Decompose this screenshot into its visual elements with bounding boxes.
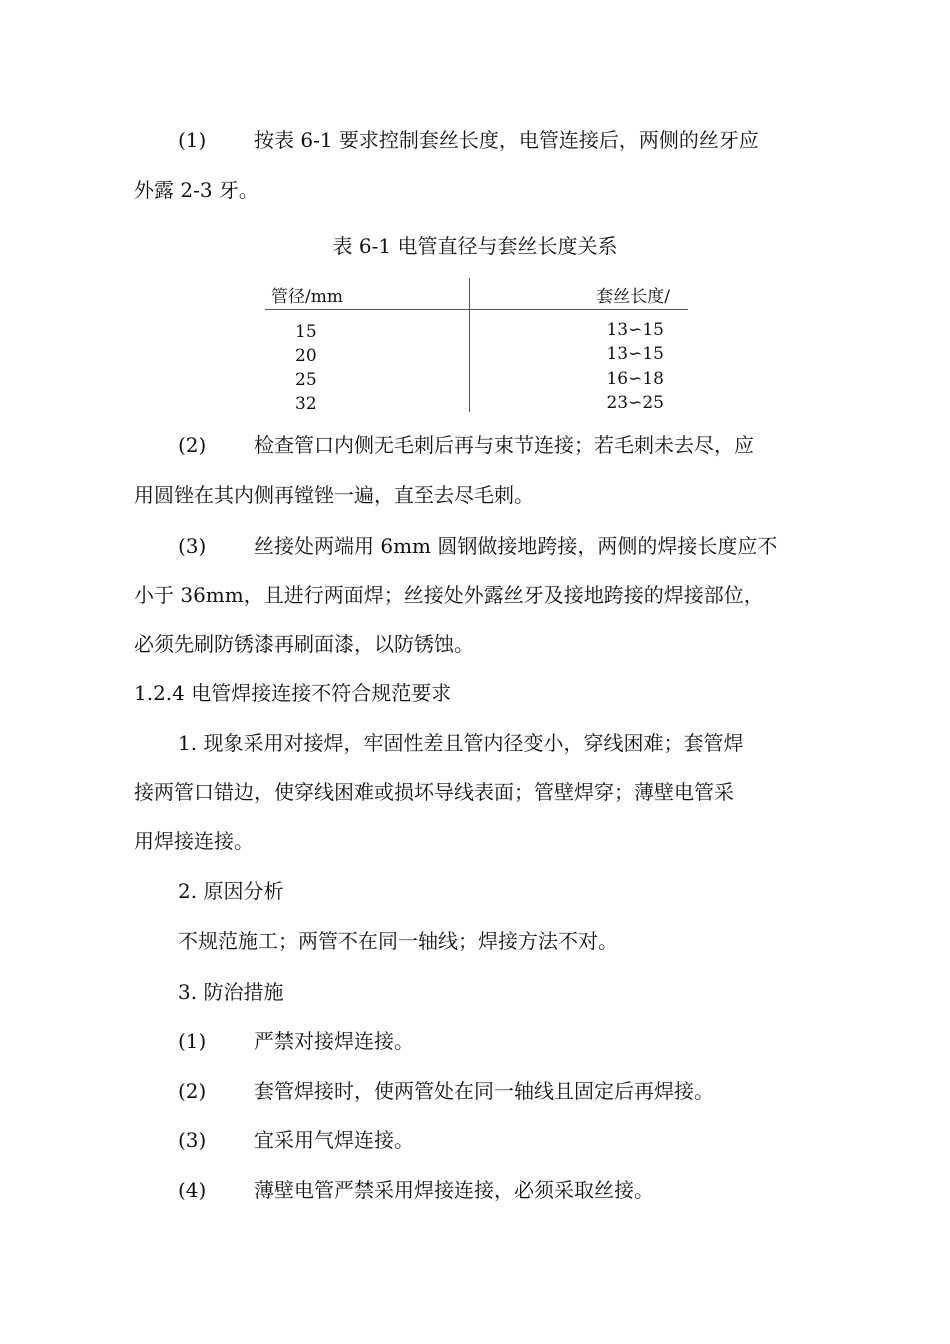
paragraph-1-line-2: 外露 2-3 牙。 xyxy=(134,178,259,202)
measure-3 xyxy=(178,1127,414,1153)
measure-1 xyxy=(178,1028,414,1054)
table-cell: 13∽15 xyxy=(606,320,664,340)
table-cell: 15 xyxy=(295,322,317,342)
paragraph-text: 丝接处两端用 6mm 圆钢做接地跨接，两侧的焊接长度应不 xyxy=(254,534,778,558)
table-cell: 25 xyxy=(295,370,317,390)
measure-text: 套管焊接时，使两管处在同一轴线且固定后再焊接。 xyxy=(254,1079,714,1103)
item-number: (2) xyxy=(178,433,207,457)
measure-4 xyxy=(178,1177,654,1203)
section-2-heading: 2. 原因分析 xyxy=(178,879,284,903)
paragraph-text: 按表 6-1 要求控制套丝长度，电管连接后，两侧的丝牙应 xyxy=(254,128,759,152)
item-number: (1) xyxy=(178,1029,207,1053)
table-header-rule xyxy=(265,309,688,310)
paragraph-1-line-1 xyxy=(178,127,759,153)
paragraph-3-line-3: 必须先刷防锈漆再刷面漆，以防锈蚀。 xyxy=(134,632,474,656)
measure-text: 薄壁电管严禁采用焊接连接，必须采取丝接。 xyxy=(254,1178,654,1202)
measure-text: 严禁对接焊连接。 xyxy=(254,1029,414,1053)
item-number: (1) xyxy=(178,128,207,152)
table-column-divider xyxy=(469,278,470,412)
table-cell: 23∽25 xyxy=(606,393,664,413)
section-1-line-1: 1. 现象采用对接焊，牢固性差且管内径变小，穿线困难；套管焊 xyxy=(178,731,744,755)
paragraph-2-line-1 xyxy=(178,432,754,458)
table-cell: 32 xyxy=(295,394,317,414)
section-heading: 1.2.4 电管焊接连接不符合规范要求 xyxy=(134,681,452,705)
paragraph-3-line-2: 小于 36mm，且进行两面焊；丝接处外露丝牙及接地跨接的焊接部位， xyxy=(134,583,764,607)
item-number: (3) xyxy=(178,1128,207,1152)
section-3-heading: 3. 防治措施 xyxy=(178,980,284,1004)
item-number: (3) xyxy=(178,534,207,558)
table-cell: 13∽15 xyxy=(606,344,664,364)
item-number: (2) xyxy=(178,1079,207,1103)
section-1-line-2: 接两管口错边，使穿线困难或损坏导线表面；管壁焊穿；薄壁电管采 xyxy=(134,780,734,804)
section-1-line-3: 用焊接连接。 xyxy=(134,829,254,853)
table-cell: 20 xyxy=(295,346,317,366)
paragraph-text: 检查管口内侧无毛刺后再与束节连接；若毛刺未去尽，应 xyxy=(254,433,754,457)
table-cell: 16∽18 xyxy=(606,369,664,389)
paragraph-2-line-2: 用圆锉在其内侧再镗锉一遍，直至去尽毛刺。 xyxy=(134,483,534,507)
item-number: (4) xyxy=(178,1178,207,1202)
thread-length-table xyxy=(265,278,688,412)
table-header-diameter: 管径/mm xyxy=(271,287,343,307)
table-caption: 表 6-1 电管直径与套丝长度关系 xyxy=(332,234,618,258)
section-2-text: 不规范施工；两管不在同一轴线；焊接方法不对。 xyxy=(178,929,618,953)
paragraph-3-line-1 xyxy=(178,533,777,559)
measure-2 xyxy=(178,1078,714,1104)
table-header-thread-length: 套丝长度/ xyxy=(596,287,670,307)
measure-text: 宜采用气焊连接。 xyxy=(254,1128,414,1152)
